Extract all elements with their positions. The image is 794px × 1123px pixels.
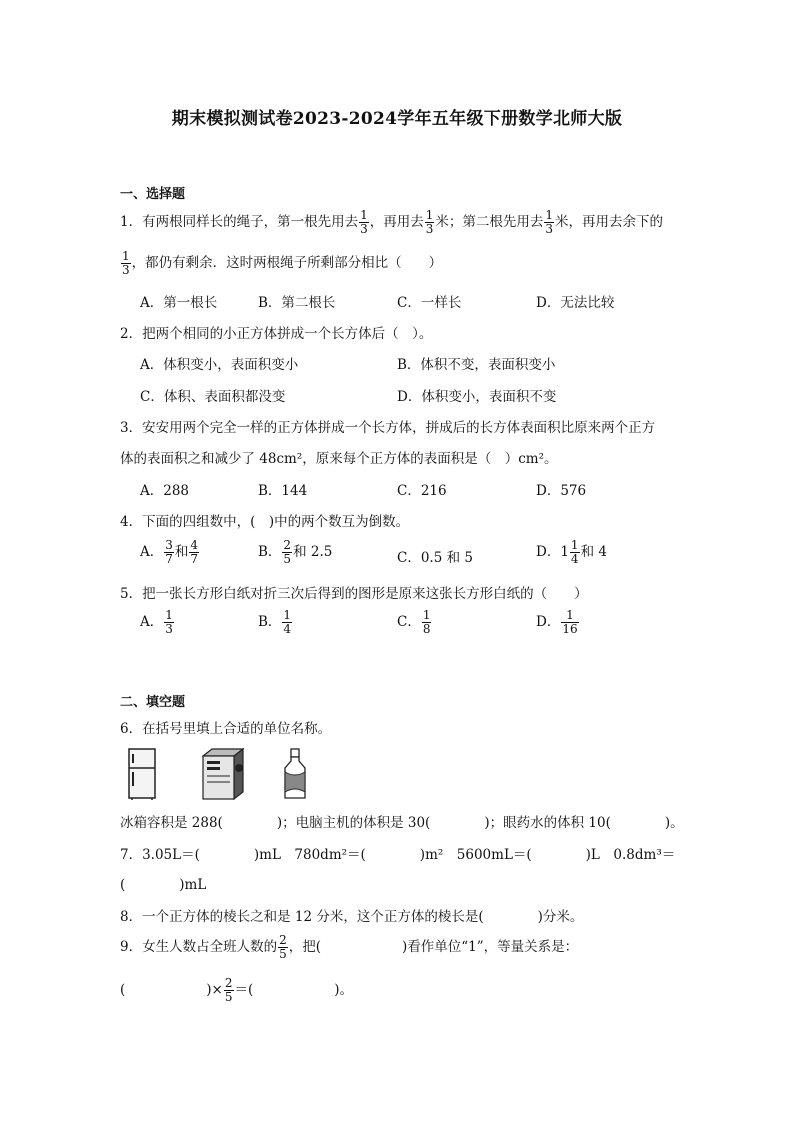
question-3-line-1: 3．安安用两个完全一样的正方体拼成一个长方体，拼成后的长方体表面积比原来两个正方	[120, 420, 656, 436]
q2-option-b[interactable]: B．体积不变，表面积变小	[397, 357, 556, 373]
section-heading-fill: 二、填空题	[120, 695, 186, 710]
option-label: A．	[140, 544, 164, 560]
question-7-line-2: ( )mL	[120, 877, 207, 893]
q2-option-a[interactable]: A．体积变小，表面积变小	[140, 357, 299, 373]
section-heading-choice: 一、选择题	[120, 187, 186, 202]
q5-option-a[interactable]	[140, 609, 175, 636]
q1-option-c[interactable]: C．一样长	[397, 295, 462, 311]
fraction: $\frac{2}{5}$	[224, 976, 233, 1004]
question-2: 2．把两个相同的小正方体拼成一个长方体后（ ）。	[120, 326, 433, 342]
fraction: $\frac{4}{7}$	[190, 538, 199, 566]
fraction: $\frac{1}{3}$	[165, 608, 173, 636]
question-9-line-1	[120, 934, 578, 961]
fraction: $\frac{1}{3}$	[360, 208, 368, 236]
q9-eq-text-1: ( )×	[120, 982, 223, 998]
q1-option-d[interactable]: D．无法比较	[536, 295, 615, 311]
q1-text-4: 米，再用去余下的	[555, 214, 664, 230]
q5-option-c[interactable]	[397, 609, 432, 636]
q9-text-1: 9．女生人数占全班人数的	[120, 939, 278, 955]
q1-text-1: 1．有两根同样长的绳子，第一根先用去	[120, 214, 359, 230]
medicine-bottle-icon	[282, 748, 308, 800]
fraction: $\frac{1}{16}$	[562, 608, 578, 636]
fraction: $\frac{1}{4}$	[570, 538, 579, 566]
q4-option-c[interactable]: C．0.5 和 5	[397, 550, 473, 566]
option-label: A．	[140, 614, 164, 630]
option-label: D．1	[536, 544, 569, 560]
q9-text-2: ，把( )看作单位“1”，等量关系是：	[288, 939, 579, 955]
q2-option-d[interactable]: D．体积变小，表面积不变	[397, 389, 557, 405]
option-label: D．	[536, 614, 561, 630]
q4-option-b[interactable]	[258, 539, 332, 566]
q3-option-b[interactable]: B．144	[258, 483, 308, 499]
computer-case-icon	[202, 748, 244, 800]
fraction: $\frac{1}{3}$	[425, 208, 434, 236]
q1-text-5: ，都仍有剩余．这时两根绳子所剩部分相比（ ）	[131, 255, 443, 271]
option-label: C．	[397, 614, 421, 630]
q2-option-c[interactable]: C．体积、表面积都没变	[140, 389, 286, 405]
option-text: 和	[174, 544, 189, 560]
option-label: B．	[258, 544, 282, 560]
q4-option-a[interactable]	[140, 539, 200, 566]
question-5: 5．把一张长方形白纸对折三次后得到的图形是原来这张长方形白纸的（ ）	[120, 586, 588, 602]
refrigerator-icon	[128, 748, 156, 800]
q1-text-3: 米；第二根先用去	[435, 214, 544, 230]
fraction: $\frac{2}{5}$	[283, 538, 292, 566]
q5-option-b[interactable]	[258, 609, 293, 636]
q9-eq-text-2: ＝( )。	[234, 982, 354, 998]
question-7-line-1: 7．3.05L＝( )mL 780dm²＝( )m² 5600mL＝( )L 0.8dm³＝	[120, 847, 676, 863]
q1-option-a[interactable]: A．第一根长	[140, 295, 218, 311]
question-6-answer-line: 冰箱容积是 288( )；电脑主机的体积是 30( )；眼药水的体积 10( )。	[120, 815, 684, 831]
fraction: $\frac{2}{5}$	[279, 933, 287, 961]
option-text: 和 2.5	[293, 544, 333, 560]
q1-option-b[interactable]: B．第二根长	[258, 295, 336, 311]
question-3-line-2: 体的表面积之和减少了 48cm²，原来每个正方体的表面积是（ ）cm²。	[120, 451, 558, 467]
q3-option-a[interactable]: A．288	[140, 483, 190, 499]
question-4: 4．下面的四组数中，( )中的两个数互为倒数。	[120, 514, 410, 530]
q5-option-d[interactable]	[536, 609, 580, 636]
question-1-line-2	[120, 250, 442, 277]
fraction: $\frac{1}{3}$	[122, 249, 130, 277]
fraction: $\frac{1}{4}$	[283, 608, 292, 636]
question-6: 6．在括号里填上合适的单位名称。	[120, 721, 332, 737]
fraction: $\frac{1}{8}$	[422, 608, 431, 636]
fraction: $\frac{1}{3}$	[545, 208, 554, 236]
question-9-equation	[120, 977, 353, 1004]
q3-option-d[interactable]: D．576	[536, 483, 587, 499]
q1-text-2: ，再用去	[369, 214, 424, 230]
q4-option-d[interactable]	[536, 539, 607, 566]
page-title: 期末模拟测试卷2023-2024学年五年级下册数学北师大版	[171, 109, 623, 129]
fraction: $\frac{3}{7}$	[165, 538, 173, 566]
option-label: B．	[258, 614, 282, 630]
question-1-line-1	[120, 209, 663, 236]
q3-option-c[interactable]: C．216	[397, 483, 447, 499]
question-8: 8．一个正方体的棱长之和是 12 分米，这个正方体的棱长是( )分米。	[120, 909, 584, 925]
option-text: 和 4	[580, 544, 607, 560]
